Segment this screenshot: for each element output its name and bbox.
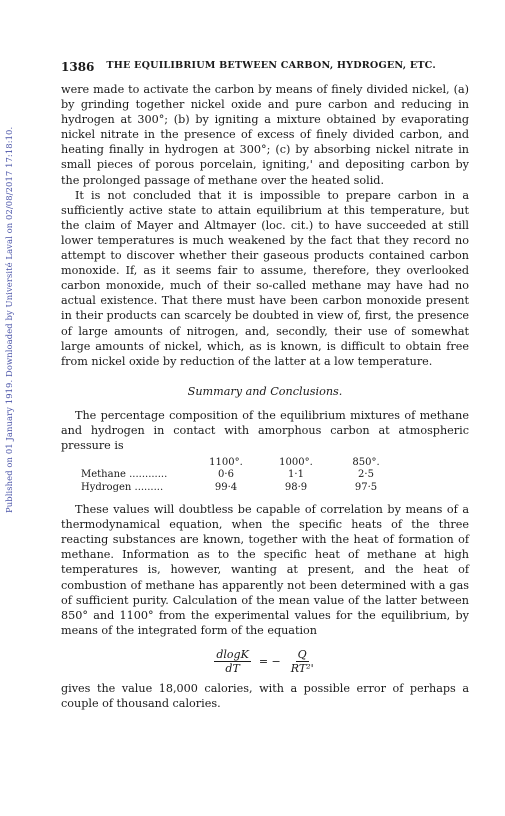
column-header: 1000°. [279, 457, 313, 469]
page-number: 1386 [61, 60, 95, 74]
column-header: 1100°. [209, 457, 243, 469]
table-cell: 1·1 [288, 469, 304, 481]
running-header [61, 60, 469, 74]
rhs-fraction [289, 648, 316, 675]
table-cell: 98·9 [284, 482, 308, 494]
table-cell: 99·4 [214, 482, 238, 494]
summary-intro: The percentage composition of the equilibrium mixtures of methane and hydrogen in contact with amorphous carbon at atmospheric pressure is [61, 408, 469, 452]
final-paragraph: gives the value 18,000 calories, with a possible error of perhaps a couple of thousand calories. [61, 681, 469, 710]
table-header-row [73, 457, 401, 468]
rhs-denominator: RT²' [290, 661, 314, 675]
vant-hoff-equation [61, 648, 469, 675]
table-corner [73, 457, 191, 468]
body-paragraph-1: were made to activate the carbon by means of finely divided nickel, (a) by grinding together nickel oxide and pure carbon and reducing in hydrogen at 300°; (b) by igniting a mixture obtained by evaporating nickel nitrate in the presence of excess of finely divided carbon, and heating finally in hydrogen at 300°; (c) by absorbing nickel nitrate in small pieces of porous porcelain, igniting,' and depositing carbon by the prolonged passage of methane over the heated solid. [61, 83, 469, 187]
rhs-numerator: Q [297, 647, 307, 661]
table-row [73, 481, 401, 494]
closing-paragraph: These values will doubtless be capable of correlation by means of a thermodynamical equation, when the specific heats of the three reacting substances are known, together with the heat of formation of methane. Information as to the specific heat of methane at high temperatures is, however, wanting at present, and the heat of combustion of methane has apparently not been determined with a gas of sufficient purity. Calculation of the mean value of the latter between 850° and 1100° from the experimental values for the equilibrium, by means of the integrated form of the equation [61, 503, 469, 637]
running-title: THE EQUILIBRIUM BETWEEN CARBON, HYDROGEN, ETC. [106, 60, 436, 71]
lhs-denominator: dT [225, 661, 240, 675]
lhs-numerator: dlogK [216, 647, 249, 661]
section-heading: Summary and Conclusions. [187, 384, 343, 398]
journal-page [61, 60, 469, 711]
table-row [73, 468, 401, 481]
body-paragraph-2: It is not concluded that it is impossible to prepare carbon in a sufficiently active state to attain equilibrium at this temperature, but the claim of Mayer and Altmayer (loc. cit.) to have succeeded at still lower temperatures is much weakened by the fact that they record no attempt to discover whether their gaseous products contained carbon monoxide. If, as it seems fair to assume, therefore, they overlooked carbon monoxide, much of their so-called methane may have had no actual existence. That there must have been carbon monoxide present in their products can scarcely be doubted in view of, first, the presence of large amounts of nitrogen, and, secondly, their use of somewhat large amounts of nickel, which, as is known, is difficult to obtain free from nickel oxide by reduction of the latter at a low temperature. [61, 188, 469, 368]
row-label: Methane ............ [81, 469, 168, 481]
column-header: 850°. [352, 457, 380, 469]
lhs-fraction [214, 648, 250, 675]
equation-operator: = − [258, 654, 281, 668]
equilibrium-composition-table [73, 457, 401, 494]
download-margin-note: Published on 01 January 1919. Downloaded by Université Laval on 02/08/2017 17:18:10. [4, 126, 14, 514]
row-label: Hydrogen ......... [81, 482, 164, 494]
table-cell: 0·6 [218, 469, 234, 481]
table-cell: 97·5 [354, 482, 378, 494]
table-cell: 2·5 [358, 469, 374, 481]
